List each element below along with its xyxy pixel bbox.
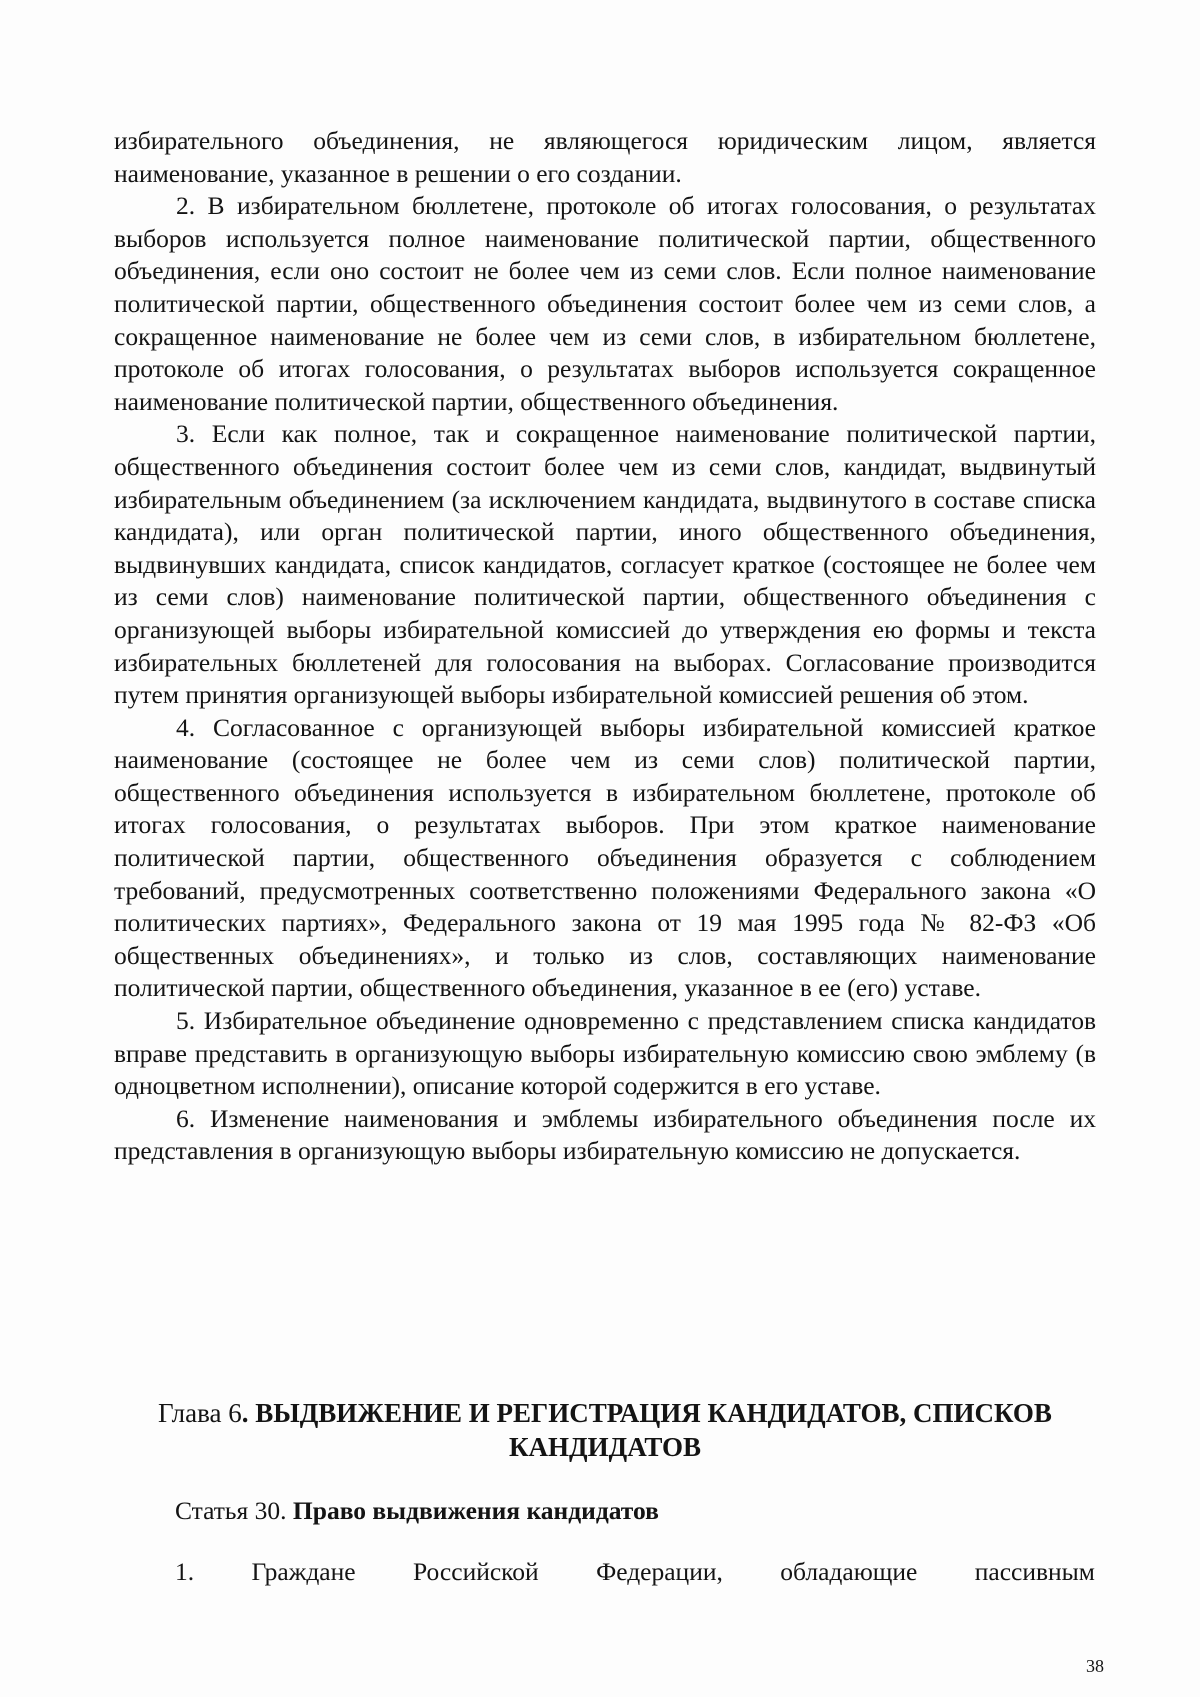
paragraph-continuation: избирательного объединения, не являющегося юридическим лицом, является наименование, указанное в решении о его создании.: [114, 126, 1096, 188]
article-heading: [175, 1495, 659, 1527]
paragraph-item-2: 2. В избирательном бюллетене, протоколе об итогах голосования, о результатах выборов используется полное наименование политической партии, общественного объединения, если оно состоит не более чем из семи слов. Если полное наименование политической партии, общественного объединения состоит более чем из семи слов, а сокращенное наименование не более чем из семи слов, в избирательном бюллетене, протоколе об итогах голосования, о результатах выборов используется сокращенное наименование политической партии, общественного объединения.: [114, 191, 1096, 416]
paragraph-item-4: 4. Согласованное с организующей выборы избирательной комиссией краткое наименование (состоящее не более чем из семи слов) политической партии, общественного объединения используется в избирательном бюллетене, протоколе об итогах голосования, о результатах выборов. При этом краткое наименование политической партии, общественного объединения образуется с соблюдением требований, предусмотренных соответственно положениями Федерального закона «О политических партиях», Федерального закона от 19 мая 1995 года № 82-ФЗ «Об общественных объединениях», и только из слов, составляющих наименование политической партии, общественного объединения, указанное в ее (его) уставе.: [114, 712, 1096, 1003]
word: пассивным: [974, 1557, 1095, 1586]
paragraph-item-6: 6. Изменение наименования и эмблемы избирательного объединения после их представления в организующую выборы избирательную комиссию не допускается.: [114, 1103, 1096, 1166]
paragraph-item-3: 3. Если как полное, так и сокращенное наименование политической партии, общественного объединения состоит более чем из семи слов, кандидат, выдвинутый избирательным объединением (за исключением кандидата, выдвинутого в составе списка кандидата), или орган политической партии, иного общественного объединения, выдвинувших кандидата, список кандидатов, согласует краткое (состоящее не более чем из семи слов) наименование политической партии, общественного объединения с организующей выборы избирательной комиссией до утверждения ею формы и текста избирательных бюллетеней для голосования на выборах. Согласование производится путем принятия организующей выборы избирательной комиссией решения об этом.: [114, 419, 1096, 710]
word: Российской: [413, 1557, 539, 1586]
article-prefix: Статья 30.: [175, 1496, 293, 1525]
article-paragraph-start: [175, 1556, 1095, 1588]
chapter-prefix: Глава 6: [158, 1398, 242, 1428]
chapter-title: . ВЫДВИЖЕНИЕ И РЕГИСТРАЦИЯ КАНДИДАТОВ, СПИСКОВ КАНДИДАТОВ: [241, 1398, 1052, 1462]
chapter-heading: [114, 1396, 1096, 1464]
article-title: Право выдвижения кандидатов: [292, 1496, 659, 1525]
word: обладающие: [780, 1557, 918, 1586]
word: Федерации,: [596, 1557, 723, 1586]
word: Граждане: [251, 1557, 356, 1586]
paragraph-item-5: 5. Избирательное объединение одновременно с представлением списка кандидатов вправе представить в организующую выборы избирательную комиссию свою эмблему (в одноцветном исполнении), описание которой содержится в его уставе.: [114, 1006, 1096, 1101]
word: 1.: [175, 1557, 195, 1586]
page-number: 38: [1086, 1656, 1104, 1676]
body-text: [114, 125, 1096, 1168]
